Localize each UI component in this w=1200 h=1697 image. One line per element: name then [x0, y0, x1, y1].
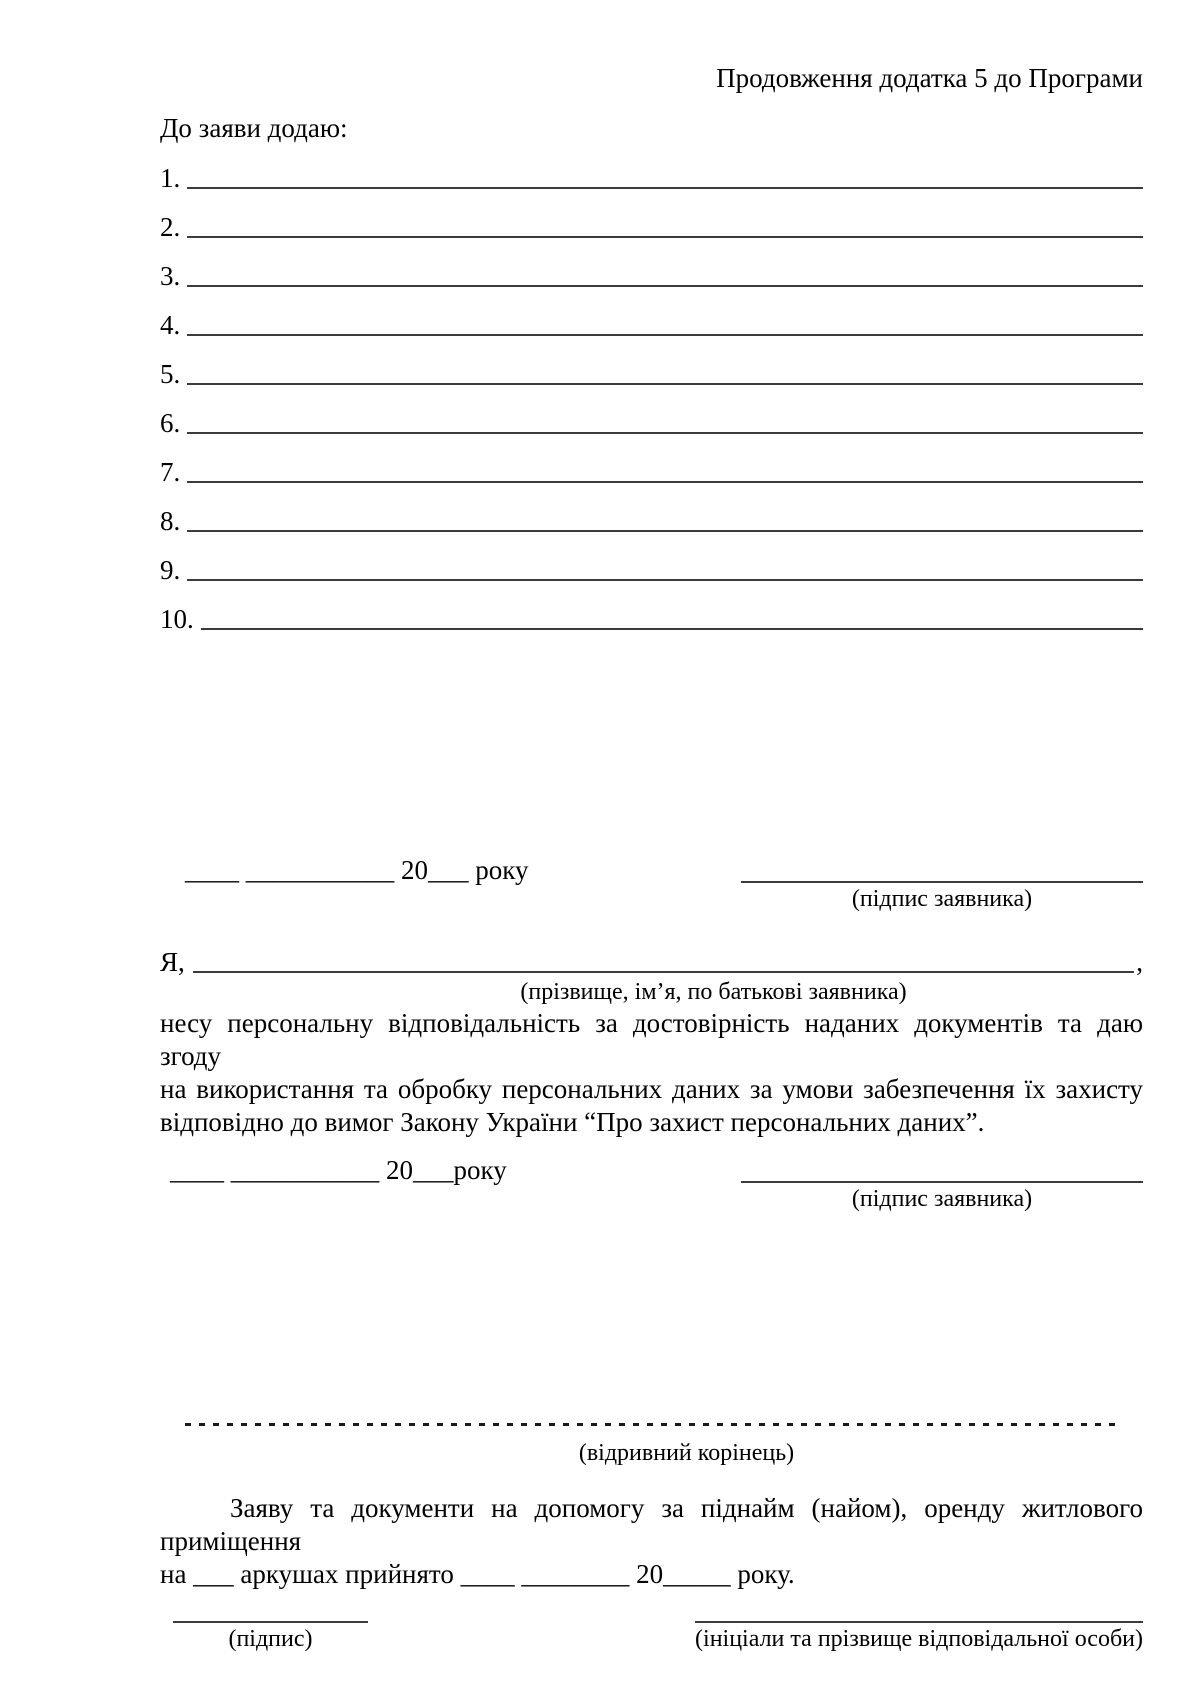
list-item	[160, 536, 1143, 585]
list-item-number: 9.	[160, 555, 181, 585]
signature-caption: (підпис заявника)	[851, 886, 1033, 912]
list-item-number: 6.	[160, 408, 181, 438]
date-signature-block-1	[160, 855, 1143, 913]
official-signature-column	[173, 1595, 368, 1653]
attachments-label: До заяви додаю:	[160, 113, 348, 143]
date-line: ____ ___________ 20___ року	[185, 855, 529, 885]
declaration-line: на використання та обробку персональних даних за умови забезпечення їх захисту	[160, 1074, 1143, 1104]
signature-caption: (підпис)	[228, 1626, 313, 1652]
declaration-prefix: Я,	[160, 947, 185, 977]
list-item-number: 10.	[160, 604, 194, 634]
declaration-line: відповідно до вимог Закону України “Про захист персональних даних”.	[160, 1107, 985, 1137]
receipt-paragraph	[160, 1492, 1143, 1591]
blank-line	[187, 359, 1143, 385]
list-item	[160, 242, 1143, 291]
blank-line	[187, 310, 1143, 336]
blank-line	[187, 163, 1143, 189]
list-item	[160, 291, 1143, 340]
list-item-number: 7.	[160, 457, 181, 487]
date-line: ____ ___________ 20___року	[170, 1155, 507, 1185]
date-signature-block-2	[160, 1155, 1143, 1213]
blank-line	[187, 261, 1143, 287]
tear-off-dashed-line	[185, 1423, 1118, 1426]
receipt-line: Заяву та документи на допомогу за піднайм (найом), оренду житлового приміщення	[160, 1493, 1143, 1556]
signature-line	[695, 1595, 1143, 1623]
list-item	[160, 438, 1143, 487]
signature-caption: (підпис заявника)	[851, 1186, 1033, 1212]
trailing-comma: ,	[1136, 947, 1143, 977]
tear-off-caption: (відривний корінець)	[578, 1440, 795, 1466]
list-item-number: 5.	[160, 359, 181, 389]
list-item-number: 8.	[160, 506, 181, 536]
blank-line	[187, 212, 1143, 238]
list-item	[160, 144, 1143, 193]
official-name-column	[695, 1595, 1143, 1653]
list-item	[160, 193, 1143, 242]
declaration-line: несу персональну відповідальність за достовірність наданих документів та даю згоду	[160, 1008, 1143, 1071]
blank-line	[201, 604, 1143, 630]
list-item-number: 4.	[160, 310, 181, 340]
declaration-name-row	[160, 943, 1143, 977]
list-item-number: 3.	[160, 261, 181, 291]
signature-column	[741, 855, 1143, 913]
bottom-signature-row	[160, 1595, 1143, 1653]
signature-caption: (ініціали та прізвище відповідальної особи)	[695, 1626, 1143, 1652]
blank-line	[187, 506, 1143, 532]
blank-line	[187, 408, 1143, 434]
signature-line	[741, 1155, 1143, 1183]
declaration-paragraph	[160, 1007, 1143, 1139]
attachments-list	[160, 144, 1143, 634]
name-blank-line	[193, 947, 1134, 973]
signature-column	[741, 1155, 1143, 1213]
signature-line	[741, 855, 1143, 883]
name-caption: (прізвище, ім’я, по батькові заявника)	[520, 979, 907, 1005]
list-item	[160, 487, 1143, 536]
page-title: Продовження додатка 5 до Програми	[716, 63, 1143, 93]
blank-line	[187, 457, 1143, 483]
list-item-number: 2.	[160, 212, 181, 242]
list-item	[160, 585, 1143, 634]
list-item-number: 1.	[160, 163, 181, 193]
signature-line	[173, 1595, 368, 1623]
blank-line	[187, 555, 1143, 581]
list-item	[160, 340, 1143, 389]
list-item	[160, 389, 1143, 438]
receipt-line: на ___ аркушах прийнято ____ ________ 20_____ року.	[160, 1559, 795, 1589]
